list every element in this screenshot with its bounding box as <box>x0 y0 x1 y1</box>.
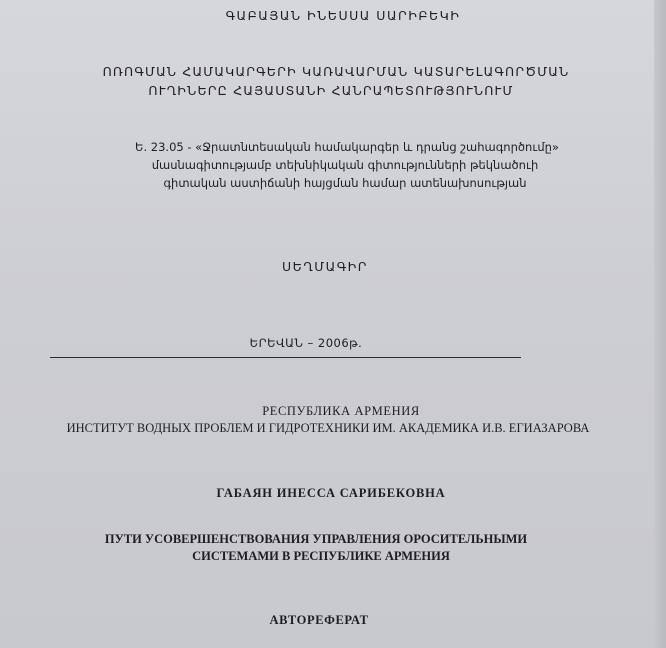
specialty-armenian-line-3: գիտական աստիճանի հայցման համար ատենախոսության <box>163 176 527 190</box>
institute-russian: ИНСТИТУТ ВОДНЫХ ПРОБЛЕМ И ГИДРОТЕХНИКИ ИМ. АКАДЕМИКА И.В. ЕГИАЗАРОВА <box>66 421 590 435</box>
specialty-armenian-line-2: մասնագիտությամբ տեխնիկական գիտությունների թեկնածուի <box>151 158 539 172</box>
thesis-title-russian-line-1: ПУТИ УСОВЕРШЕНСТВОВАНИЯ УПРАВЛЕНИЯ ОРОСИТЕЛЬНЫМИ <box>104 532 528 546</box>
author-name-russian: ГАБАЯН ИНЕССА САРИБЕКОВНА <box>216 486 446 500</box>
thesis-title-russian-line-2: СИСТЕМАМИ В РЕСПУБЛИКЕ АРМЕНИЯ <box>192 549 450 563</box>
place-year-armenian: ԵՐԵՎԱՆ – 2006թ. <box>249 336 363 350</box>
genre-russian: АВТОРЕФЕРАТ <box>269 613 369 627</box>
section-divider <box>50 357 521 358</box>
genre-armenian: ՍԵՂՄԱԳԻՐ <box>282 259 368 274</box>
thesis-title-armenian-line-2: ՈՒՂԻՆԵՐԸ ՀԱՅԱՍՏԱՆԻ ՀԱՆՐԱՊԵՏՈՒԹՅՈՒՆՈՒՄ <box>148 83 514 98</box>
country-russian: РЕСПУБЛИКА АРМЕНИЯ <box>262 404 420 418</box>
specialty-armenian-line-1: Ե. 23.05 - «Ջրատնտեսական համակարգեր և դրանց շահագործումը» <box>135 140 559 154</box>
author-name-armenian: ԳԱԲԱՅԱՆ ԻՆԵՍՍԱ ՍԱՐԻԲԵԿԻ <box>225 8 461 23</box>
thesis-title-armenian-line-1: ՈՌՈԳՄԱՆ ՀԱՄԱԿԱՐԳԵՐԻ ԿԱՌԱՎԱՐՄԱՆ ԿԱՏԱՐԵԼԱԳՈՐԾՄԱՆ <box>102 64 570 79</box>
